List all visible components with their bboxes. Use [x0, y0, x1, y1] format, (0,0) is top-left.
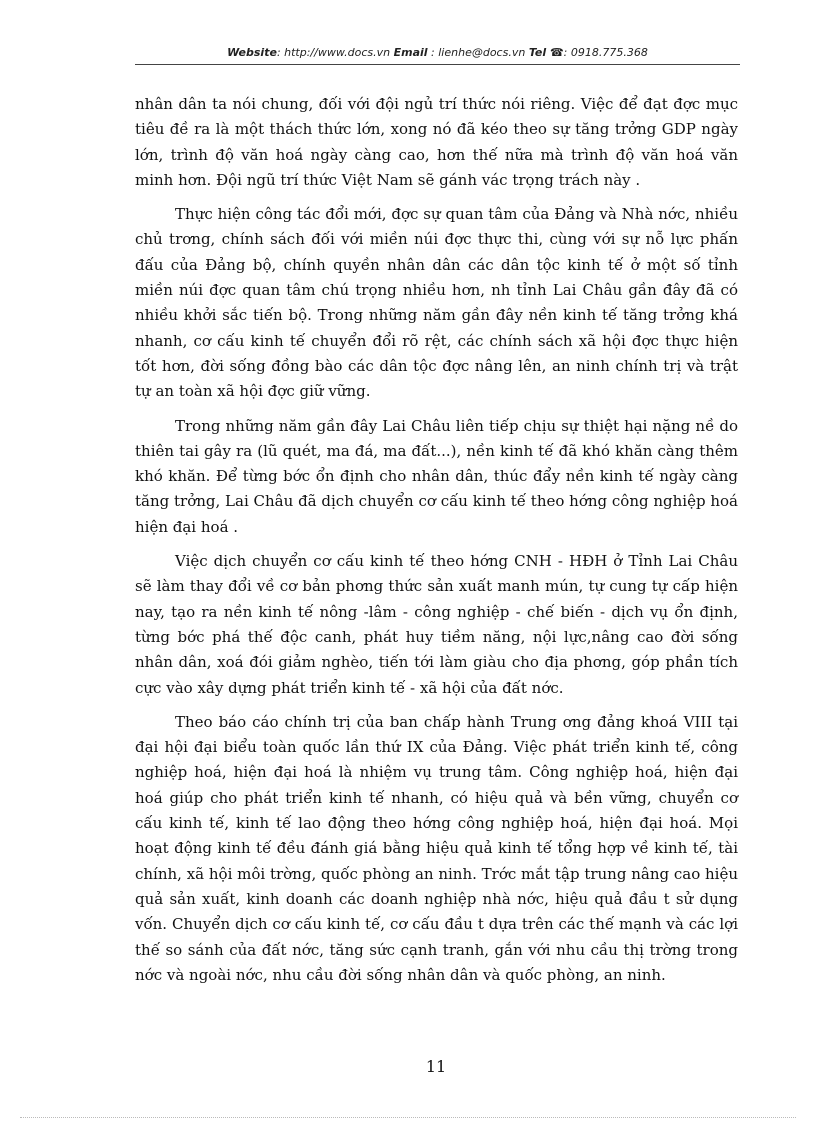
page-header — [135, 46, 740, 59]
document-body — [135, 92, 738, 997]
paragraph-continuation: nhân dân ta nói chung, đối với đội ngủ trí thức nói riêng. Việc để đạt đợc mục tiêu đề ra là một thách thức lớn, xong nó đã kéo theo sự tăng trởng GDP ngày lớn, trình độ văn hoá ngày càng cao, hơn thế nữa mà trình độ văn hoá văn minh hơn. Đội ngũ trí thức Việt Nam sẽ gánh vác trọng trách này . — [135, 95, 738, 189]
page-number: 11 — [425, 1057, 447, 1076]
tel-label: Tel ☎ — [528, 46, 564, 59]
email-value: : lienhe@docs.vn — [427, 46, 529, 59]
website-label: Website — [227, 46, 277, 59]
header-divider — [135, 64, 740, 65]
email-label: Email — [393, 46, 428, 59]
paragraph: Việc dịch chuyển cơ cấu kinh tế theo hớng CNH - HĐH ở Tỉnh Lai Châu sẽ làm thay đổi về cơ bản phơng thức sản xuất manh mún, tự cung tự cấp hiện nay, tạo ra nền kinh tế nông -lâm - công nghiệp - chế biến - dịch vụ ổn định, từng bớc phá thế độc canh, phát huy tiềm năng, nội lực,nâng cao đời sống nhân dân, xoá đói giảm nghèo, tiến tới làm giàu cho địa phơng, góp phần tích cực vào xây dựng phát triển kinh tế - xã hội của đất nớc. — [135, 552, 738, 697]
tel-value: : 0918.775.368 — [563, 46, 648, 59]
website-value: : http://www.docs.vn — [276, 46, 394, 59]
paragraph: Theo báo cáo chính trị của ban chấp hành Trung ơng đảng khoá VIII tại đại hội đại biểu toàn quốc lần thứ IX của Đảng. Việc phát triển kinh tế, công nghiệp hoá, hiện đại hoá là nhiệm vụ trung tâm. Công nghiệp hoá, hiện đại hoá giúp cho phát triển kinh tế nhanh, có hiệu quả và bền vững, chuyển cơ cấu kinh tế, kinh tế lao động theo hớng công nghiệp hoá, hiện đại hoá. Mọi hoạt động kinh tế đều đánh giá bằng hiệu quả kinh tế tổng hợp về kinh tế, tài chính, xã hội môi trờng, quốc phòng an ninh. Trớc mắt tập trung nâng cao hiệu quả sản xuất, kinh doanh các doanh nghiệp nhà nớc, hiệu quả đầu t sử dụng vốn. Chuyển dịch cơ cấu kinh tế, cơ cấu đầu t dựa trên các thế mạnh và các lợi thế so sánh của đất nớc, tăng sức cạnh tranh, gắn với nhu cầu thị trờng trong nớc và ngoài nớc, nhu cầu đời sống nhân dân và quốc phòng, an ninh. — [135, 712, 738, 984]
page-bottom-divider — [20, 1117, 796, 1118]
paragraph: Trong những năm gần đây Lai Châu liên tiếp chịu sự thiệt hại nặng nề do thiên tai gây ra (lũ quét, ma đá, ma đất...), nền kinh tế đã khó khăn càng thêm khó khăn. Để từng bớc ổn định cho nhân dân, thúc đẩy nền kinh tế ngày càng tăng trởng, Lai Châu đã dịch chuyển cơ cấu kinh tế theo hớng công nghiệp hoá hiện đại hoá . — [135, 416, 738, 536]
paragraph: Thực hiện công tác đổi mới, đợc sự quan tâm của Đảng và Nhà nớc, nhiều chủ trơng, chính sách đối với miền núi đợc thực thi, cùng với sự nỗ lực phấn đấu của Đảng bộ, chính quyền nhân dân các dân tộc kinh tế ở một số tỉnh miền núi đợc quan tâm chú trọng nhiều hơn, nh tỉnh Lai Châu gần đây đã có nhiều khởi sắc tiến bộ. Trong những năm gần đây nền kinh tế tăng trởng khá nhanh, cơ cấu kinh tế chuyển đổi rõ rệt, các chính sách xã hội đợc thực hiện tốt hơn, đời sống đồng bào các dân tộc đợc nâng lên, an ninh chính trị và trật tự an toàn xã hội đợc giữ vững. — [135, 205, 738, 401]
